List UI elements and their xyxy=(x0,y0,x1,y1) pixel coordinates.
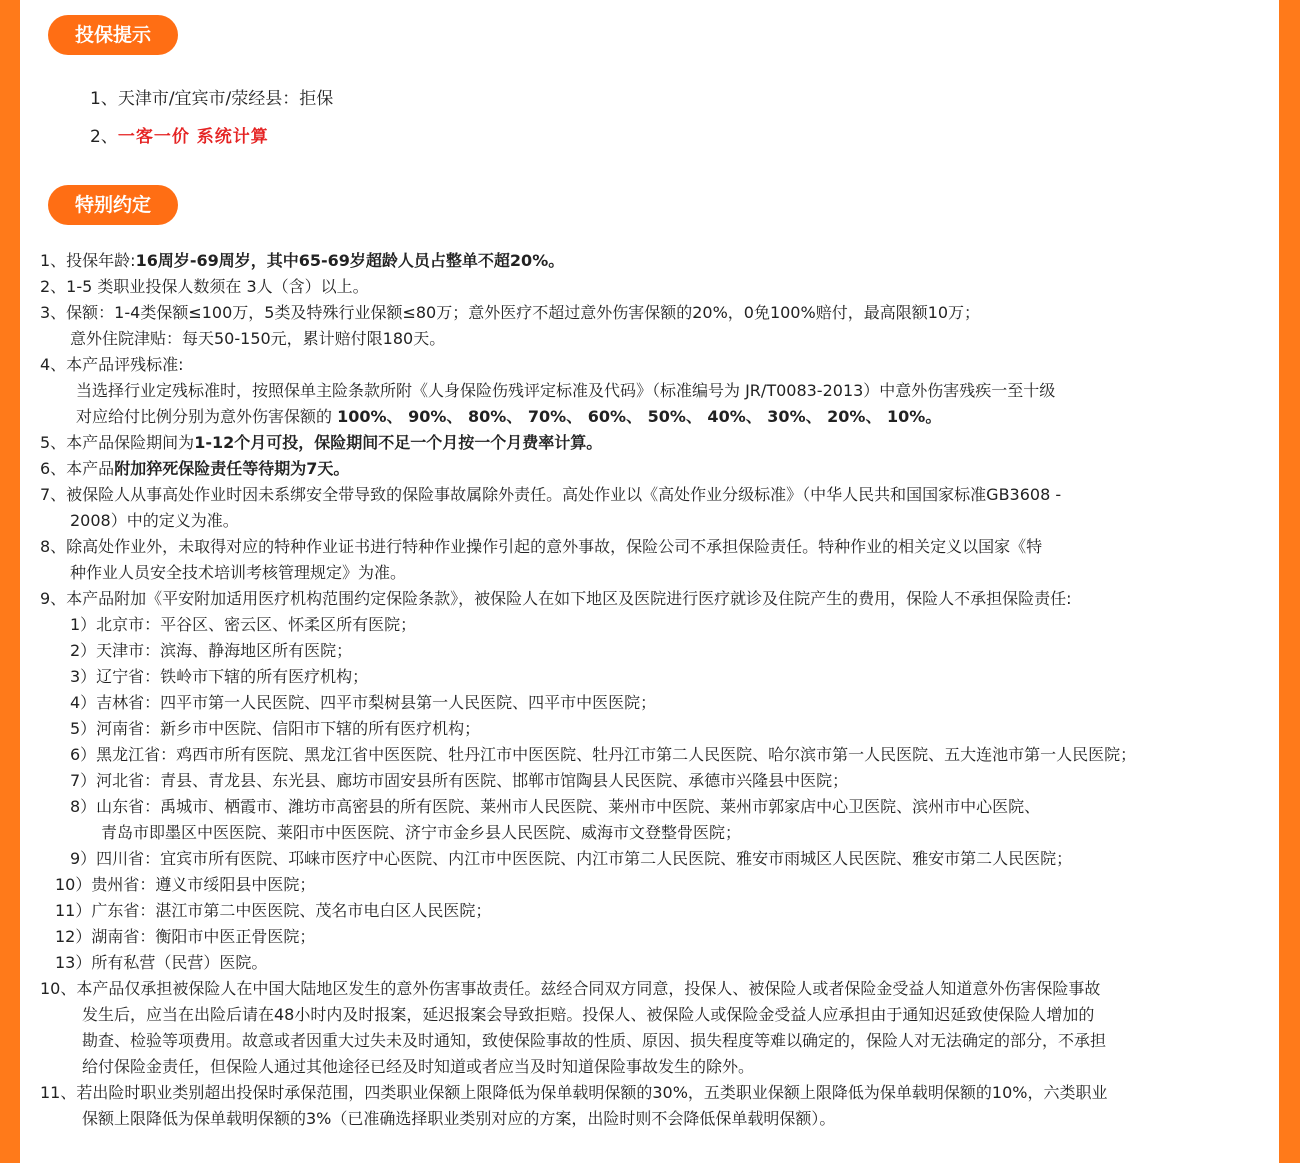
tip-text-highlight: 一客一价 系统计算 xyxy=(117,127,269,147)
rule-item-continuation: 2008）中的定义为准。 xyxy=(70,511,239,530)
rule-item-continuation: 种作业人员安全技术培训考核管理规定》为准。 xyxy=(70,563,407,582)
rule-item: 7、被保险人从事高处作业时因未系绑安全带导致的保险事故属除外责任。高处作业以《高处作业分级标准》（中华人民共和国国家标准GB3608 - xyxy=(40,485,1062,504)
rule-item xyxy=(40,430,1270,456)
rule-item-continuation xyxy=(40,404,1270,430)
rule-item-continuation: 意外住院津贴：每天50-150元，累计赔付限180天。 xyxy=(70,329,446,348)
tip-item xyxy=(90,85,333,123)
special-terms-list xyxy=(40,248,1270,1132)
rule-item: 4、本产品评残标准: xyxy=(40,355,184,374)
hospital-list-item: 12）湖南省：衡阳市中医正骨医院； xyxy=(55,927,316,946)
rule-item-continuation: 给付保险金责任，但保险人通过其他途径已经及时知道或者应当及时知道保险事故发生的除外。 xyxy=(82,1057,755,1076)
hospital-list-item-continuation: 青岛市即墨区中医医院、莱阳市中医医院、济宁市金乡县人民医院、威海市文登整骨医院； xyxy=(101,823,742,842)
rule-text: 5、本产品保险期间为 xyxy=(40,433,195,452)
rule-item: 11、若出险时职业类别超出投保时承保范围，四类职业保额上限降低为保单载明保额的30%，五类职业保额上限降低为保单载明保额的10%，六类职业 xyxy=(40,1083,1108,1102)
rule-item xyxy=(40,456,1270,482)
rule-text-bold: 附加猝死保险责任等待期为7天。 xyxy=(114,459,350,478)
rule-item: 10、本产品仅承担被保险人在中国大陆地区发生的意外伤害事故责任。兹经合同双方同意，投保人、被保险人或者保险金受益人知道意外伤害保险事故 xyxy=(40,979,1101,998)
hospital-list-item: 10）贵州省：遵义市绥阳县中医院； xyxy=(55,875,316,894)
hospital-list-item: 5）河南省：新乡市中医院、信阳市下辖的所有医疗机构； xyxy=(70,719,481,738)
rule-item-continuation: 勘查、检验等项费用。故意或者因重大过失未及时通知，致使保险事故的性质、原因、损失程度等难以确定的，保险人对无法确定的部分，不承担 xyxy=(82,1031,1107,1050)
hospital-list-item: 13）所有私营（民营）医院。 xyxy=(55,953,268,972)
rule-item: 9、本产品附加《平安附加适用医疗机构范围约定保险条款》，被保险人在如下地区及医院进行医疗就诊及住院产生的费用，保险人不承担保险责任: xyxy=(40,589,1072,608)
tip-text: 天津市/宜宾市/荥经县：拒保 xyxy=(117,89,334,109)
tip-item xyxy=(90,123,333,161)
tips-list xyxy=(90,85,333,161)
special-section-badge: 特别约定 xyxy=(48,185,178,225)
rule-item: 3、保额：1-4类保额≤100万，5类及特殊行业保额≤80万；意外医疗不超过意外伤害保额的20%，0免100%赔付，最高限额10万； xyxy=(40,303,981,322)
tips-section-badge: 投保提示 xyxy=(48,15,178,55)
hospital-list-item: 6）黑龙江省：鸡西市所有医院、黑龙江省中医医院、牡丹江市中医医院、牡丹江市第二人民医院、哈尔滨市第一人民医院、五大连池市第一人民医院； xyxy=(70,745,1137,764)
rule-text: 6、本产品 xyxy=(40,459,115,478)
hospital-list-item: 4）吉林省：四平市第一人民医院、四平市梨树县第一人民医院、四平市中医医院； xyxy=(70,693,657,712)
tip-number: 2、 xyxy=(90,127,118,147)
rule-text-bold: 1-12个月可投，保险期间不足一个月按一个月费率计算。 xyxy=(194,433,603,452)
content-panel xyxy=(20,0,1279,1163)
tip-number: 1、 xyxy=(90,89,118,109)
hospital-list-item: 2）天津市：滨海、静海地区所有医院； xyxy=(70,641,353,660)
rule-text-bold: 16周岁-69周岁，其中65-69岁超龄人员占整单不超20%。 xyxy=(135,251,565,270)
rule-item: 8、除高处作业外，未取得对应的特种作业证书进行特种作业操作引起的意外事故，保险公司不承担保险责任。特种作业的相关定义以国家《特 xyxy=(40,537,1043,556)
hospital-list-item: 11）广东省：湛江市第二中医医院、茂名市电白区人民医院； xyxy=(55,901,492,920)
rule-item-continuation: 当选择行业定残标准时，按照保单主险条款所附《人身保险伤残评定标准及代码》（标准编号为 JR/T0083-2013）中意外伤害残疾一至十级 xyxy=(76,381,1056,400)
rule-item: 2、1-5 类职业投保人数须在 3人（含）以上。 xyxy=(40,277,369,296)
hospital-list-item: 3）辽宁省：铁岭市下辖的所有医疗机构； xyxy=(70,667,369,686)
hospital-list-item: 8）山东省：禹城市、栖霞市、潍坊市高密县的所有医院、莱州市人民医院、莱州市中医院、莱州市郭家店中心卫医院、滨州市中心医院、 xyxy=(70,797,1041,816)
rule-item-continuation: 发生后，应当在出险后请在48小时内及时报案，延迟报案会导致拒赔。投保人、被保险人或保险金受益人应承担由于通知迟延致使保险人增加的 xyxy=(82,1005,1095,1024)
hospital-list-item: 9）四川省：宜宾市所有医院、邛崃市医疗中心医院、内江市中医医院、内江市第二人民医院、雅安市雨城区人民医院、雅安市第二人民医院； xyxy=(70,849,1073,868)
hospital-list-item: 7）河北省：青县、青龙县、东光县、廊坊市固安县所有医院、邯郸市馆陶县人民医院、承德市兴隆县中医院； xyxy=(70,771,849,790)
rule-text: 1、投保年龄: xyxy=(40,251,136,270)
rule-text: 对应给付比例分别为意外伤害保额的 xyxy=(76,407,338,426)
rule-item-continuation: 保额上限降低为保单载明保额的3%（已准确选择职业类别对应的方案，出险时则不会降低保单载明保额）。 xyxy=(82,1109,836,1128)
rule-text-bold: 100%、 90%、 80%、 70%、 60%、 50%、 40%、 30%、 20%、 10%。 xyxy=(337,407,942,426)
hospital-list-item: 1）北京市：平谷区、密云区、怀柔区所有医院； xyxy=(70,615,417,634)
rule-item xyxy=(40,248,1270,274)
